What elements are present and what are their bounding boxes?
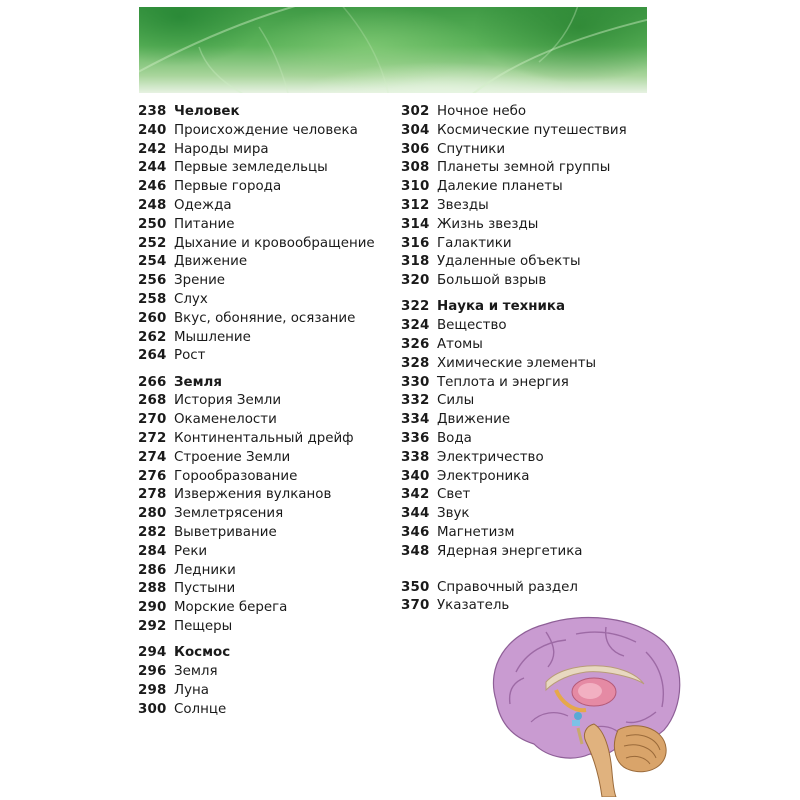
- page-number: 300: [138, 701, 167, 717]
- entry-title: Спутники: [437, 141, 506, 157]
- toc-section-heading: [401, 298, 627, 317]
- entry-title: Указатель: [437, 598, 510, 614]
- entry-title: Магнетизм: [437, 525, 515, 541]
- toc-entry: [138, 178, 375, 197]
- page-number: 282: [138, 525, 167, 541]
- toc-entry: [401, 141, 627, 160]
- entry-title: Движение: [437, 412, 511, 428]
- entry-title: Ночное небо: [437, 104, 527, 119]
- toc-entry: [401, 216, 627, 235]
- toc-entry: [138, 449, 375, 468]
- entry-title: Большой взрыв: [437, 273, 547, 289]
- page-number: 330: [401, 374, 430, 390]
- entry-title: Галактики: [437, 235, 512, 251]
- toc-entry: [138, 253, 375, 272]
- toc-entry: [138, 524, 375, 543]
- toc-entry: [401, 411, 627, 430]
- toc-entry: [401, 524, 627, 543]
- entry-title: Происхождение человека: [174, 122, 358, 138]
- entry-title: Извержения вулканов: [174, 487, 332, 503]
- entry-title: Одежда: [174, 197, 232, 213]
- toc-entry: [138, 599, 375, 618]
- toc-entry: [401, 197, 627, 216]
- entry-title: Морские берега: [174, 600, 288, 616]
- entry-title: Дыхание и кровообращение: [174, 235, 375, 251]
- toc-section-heading: [138, 374, 375, 393]
- toc-entry: [401, 178, 627, 197]
- page-number: 336: [401, 431, 430, 447]
- page-number: 322: [401, 299, 430, 315]
- toc-entry: [401, 579, 627, 598]
- entry-title: Слух: [174, 291, 208, 307]
- entry-title: Справочный раздел: [437, 579, 578, 595]
- page-number: 248: [138, 197, 167, 213]
- entry-title: Планеты земной группы: [437, 160, 611, 176]
- page-number: 306: [401, 141, 430, 157]
- page-number: 272: [138, 431, 167, 447]
- toc-entry: [401, 317, 627, 336]
- section-title: Человек: [174, 104, 240, 119]
- entry-title: Солнце: [174, 701, 227, 717]
- toc-entry: [138, 411, 375, 430]
- brain-cross-section-icon: [486, 612, 686, 797]
- page-number: 350: [401, 579, 430, 595]
- entry-title: Химические элементы: [437, 355, 597, 371]
- page-number: 320: [401, 273, 430, 289]
- toc-entry: [401, 392, 627, 411]
- toc-entry: [138, 486, 375, 505]
- entry-title: Землетрясения: [174, 506, 284, 522]
- entry-title: Пещеры: [174, 619, 233, 635]
- page-number: 346: [401, 525, 430, 541]
- entry-title: Жизнь звезды: [437, 216, 539, 232]
- entry-title: Окаменелости: [174, 412, 277, 428]
- entry-title: Звезды: [437, 197, 489, 213]
- page-number: 340: [401, 468, 430, 484]
- toc-entry: [138, 663, 375, 682]
- toc-entry: [138, 347, 375, 366]
- toc-entry: [138, 272, 375, 291]
- page-number: 256: [138, 273, 167, 289]
- entry-title: Земля: [174, 664, 218, 680]
- entry-title: Теплота и энергия: [437, 374, 569, 390]
- entry-title: Ядерная энергетика: [437, 543, 583, 559]
- page-number: 278: [138, 487, 167, 503]
- toc-entry: [401, 253, 627, 272]
- page-number: 370: [401, 598, 430, 614]
- section-title: Космос: [174, 645, 231, 661]
- toc-entry: [138, 235, 375, 254]
- entry-title: Первые города: [174, 179, 282, 195]
- toc-left-column: [138, 103, 375, 720]
- page-number: 284: [138, 543, 167, 559]
- toc-entry: [401, 505, 627, 524]
- toc-entry: [138, 468, 375, 487]
- entry-title: Атомы: [437, 337, 483, 353]
- page-number: 252: [138, 235, 167, 251]
- toc-entry: [138, 159, 375, 178]
- entry-title: Реки: [174, 543, 208, 559]
- page-number: 244: [138, 160, 167, 176]
- entry-title: Далекие планеты: [437, 179, 563, 195]
- page-number: 274: [138, 449, 167, 465]
- page-number: 324: [401, 318, 430, 334]
- toc-entry: [138, 701, 375, 720]
- toc-entry: [401, 159, 627, 178]
- entry-title: Удаленные объекты: [437, 254, 581, 270]
- entry-title: Рост: [174, 348, 206, 364]
- page-number: 246: [138, 179, 167, 195]
- entry-title: Вещество: [437, 318, 507, 334]
- toc-entry: [138, 580, 375, 599]
- entry-title: Электроника: [437, 468, 530, 484]
- page-number: 348: [401, 543, 430, 559]
- entry-title: Космические путешествия: [437, 122, 627, 138]
- toc-entry: [401, 355, 627, 374]
- page-number: 296: [138, 664, 167, 680]
- page-number: 298: [138, 682, 167, 698]
- green-leaves-banner: [139, 7, 647, 93]
- page-number: 308: [401, 160, 430, 176]
- toc-entry: [138, 618, 375, 637]
- page-number: 294: [138, 645, 167, 661]
- page-number: 334: [401, 412, 430, 428]
- toc-entry: [138, 392, 375, 411]
- page-number: 238: [138, 104, 167, 119]
- toc-entry: [401, 374, 627, 393]
- toc-entry: [138, 329, 375, 348]
- toc-entry: [401, 235, 627, 254]
- page-number: 344: [401, 506, 430, 522]
- page-number: 288: [138, 581, 167, 597]
- toc-entry: [401, 103, 627, 122]
- entry-title: Пустыни: [174, 581, 236, 597]
- toc-entry: [401, 468, 627, 487]
- toc-entry: [138, 310, 375, 329]
- entry-title: Первые земледельцы: [174, 160, 328, 176]
- entry-title: История Земли: [174, 393, 282, 409]
- page-number: 338: [401, 449, 430, 465]
- toc-entry: [138, 505, 375, 524]
- entry-title: Континентальный дрейф: [174, 431, 354, 447]
- entry-title: Движение: [174, 254, 248, 270]
- page-number: 270: [138, 412, 167, 428]
- entry-title: Зрение: [174, 273, 226, 289]
- toc-section-heading: [138, 103, 375, 122]
- entry-title: Горообразование: [174, 468, 298, 484]
- page-number: 326: [401, 337, 430, 353]
- entry-title: Луна: [174, 682, 209, 698]
- page-number: 328: [401, 355, 430, 371]
- page-number: 342: [401, 487, 430, 503]
- page-number: 254: [138, 254, 167, 270]
- page-number: 266: [138, 374, 167, 390]
- page-number: 286: [138, 562, 167, 578]
- entry-title: Вкус, обоняние, осязание: [174, 310, 356, 326]
- entry-title: Силы: [437, 393, 475, 409]
- toc-entry: [138, 543, 375, 562]
- page-number: 292: [138, 619, 167, 635]
- toc-entry: [138, 682, 375, 701]
- toc-entry: [138, 430, 375, 449]
- toc-entry: [401, 336, 627, 355]
- toc-entry: [138, 562, 375, 581]
- toc-right-column: [401, 103, 627, 616]
- page-number: 290: [138, 600, 167, 616]
- page-number: 304: [401, 122, 430, 138]
- page-number: 318: [401, 254, 430, 270]
- toc-entry: [138, 291, 375, 310]
- entry-title: Выветривание: [174, 525, 277, 541]
- page-number: 262: [138, 329, 167, 345]
- entry-title: Ледники: [174, 562, 236, 578]
- toc-entry: [138, 122, 375, 141]
- page-number: 260: [138, 310, 167, 326]
- leaf-veins-icon: [139, 7, 647, 93]
- page-number: 312: [401, 197, 430, 213]
- page-number: 268: [138, 393, 167, 409]
- page-number: 310: [401, 179, 430, 195]
- toc-entry: [138, 216, 375, 235]
- page-number: 258: [138, 291, 167, 307]
- page-number: 264: [138, 348, 167, 364]
- entry-title: Свет: [437, 487, 471, 503]
- toc-entry: [401, 272, 627, 291]
- entry-title: Звук: [437, 506, 470, 522]
- toc-entry: [138, 197, 375, 216]
- page-number: 276: [138, 468, 167, 484]
- entry-title: Строение Земли: [174, 449, 291, 465]
- page-number: 302: [401, 104, 430, 119]
- section-title: Земля: [174, 374, 222, 390]
- entry-title: Народы мира: [174, 141, 269, 157]
- entry-title: Вода: [437, 431, 472, 447]
- toc-entry: [401, 122, 627, 141]
- page-number: 250: [138, 216, 167, 232]
- toc-entry: [138, 141, 375, 160]
- page-number: 240: [138, 122, 167, 138]
- entry-title: Мышление: [174, 329, 251, 345]
- page-number: 332: [401, 393, 430, 409]
- toc-entry: [401, 486, 627, 505]
- entry-title: Питание: [174, 216, 235, 232]
- toc-section-heading: [138, 644, 375, 663]
- page-number: 280: [138, 506, 167, 522]
- page-number: 316: [401, 235, 430, 251]
- page-number: 314: [401, 216, 430, 232]
- section-title: Наука и техника: [437, 299, 566, 315]
- toc-entry: [401, 449, 627, 468]
- toc-entry: [401, 543, 627, 562]
- entry-title: Электричество: [437, 449, 544, 465]
- toc-entry: [401, 430, 627, 449]
- page-number: 242: [138, 141, 167, 157]
